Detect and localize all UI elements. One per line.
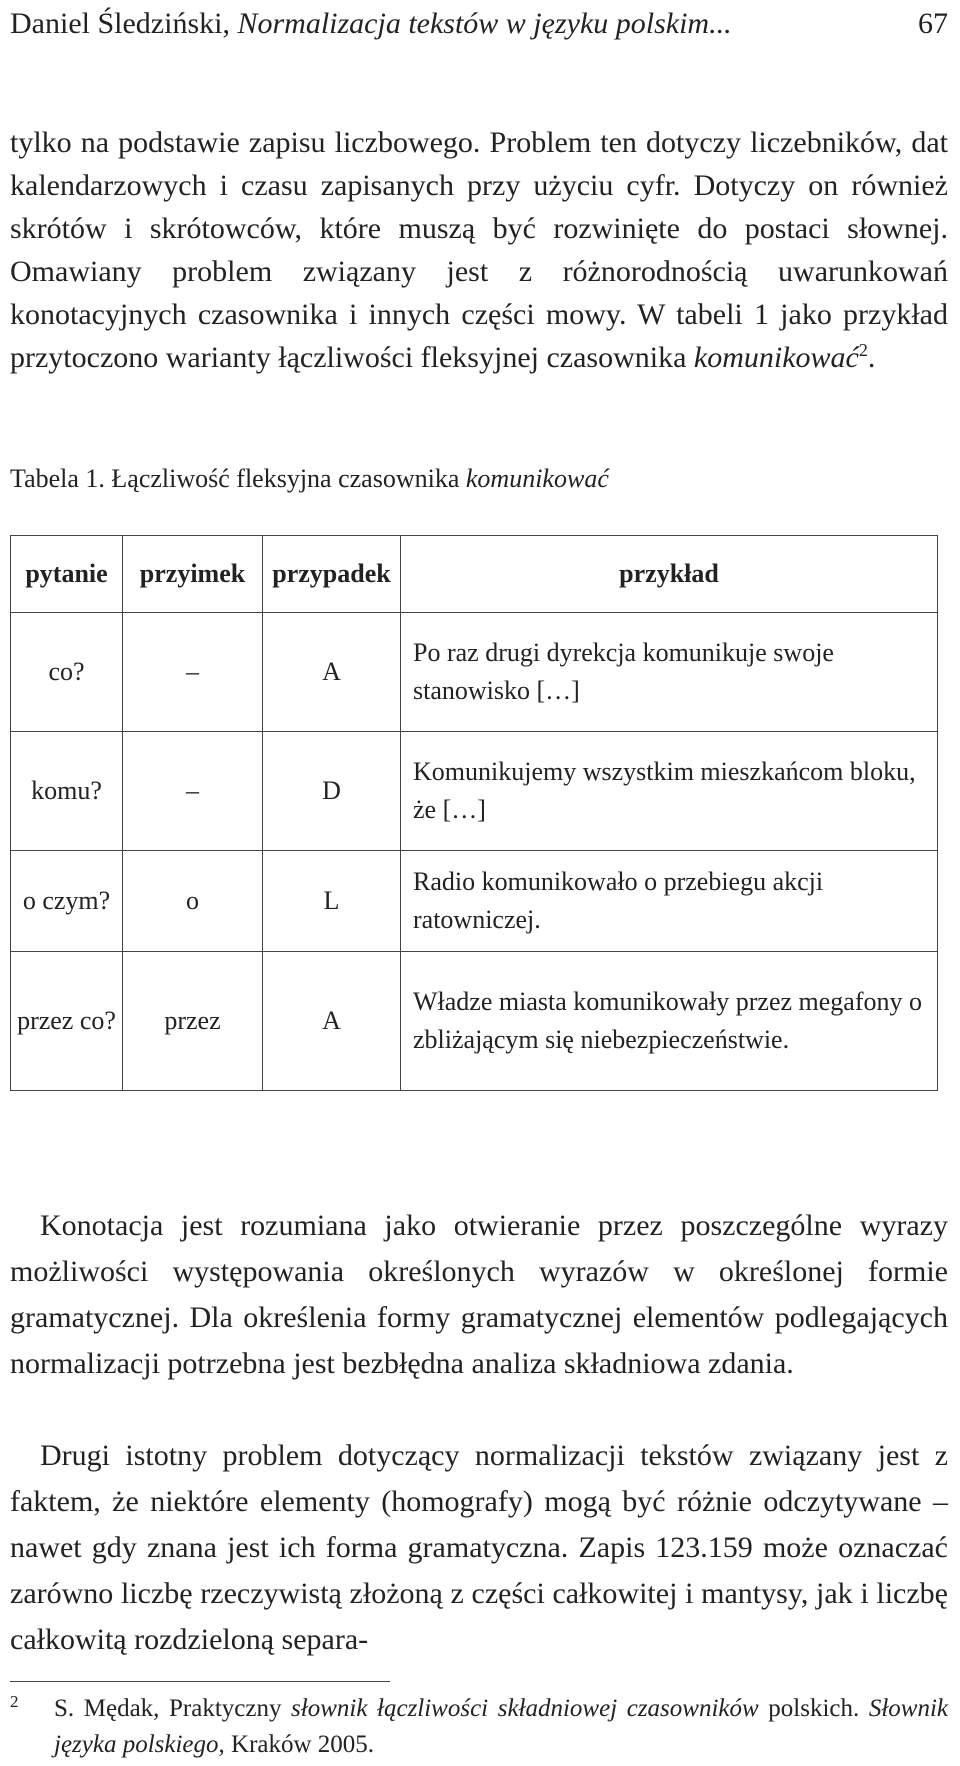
running-header [10,4,948,44]
paragraph-homografy: Drugi istotny problem dotyczący normalizacji tekstów związany jest z faktem, że niektóre elementy (homografy) mogą być różnie odczytywane – nawet gdy znana jest ich forma gramatyczna. Zapis 123.159 może oznaczać zarówno liczbę rzeczywistą złożoną z części całkowitej i mantysy, jak i liczbę całkowitą rozdzieloną separa- [10,1439,948,1656]
footnote-divider [10,1681,390,1682]
cell-pytanie: komu? [11,732,123,851]
cell-przyimek: – [123,613,263,732]
cell-przypadek: A [263,613,401,732]
footnote-ref[interactable]: 2 [858,340,868,360]
header-author: Daniel Śledziński, [10,7,238,40]
paragraph-intro-text: tylko na podstawie zapisu liczbowego. Problem ten dotyczy liczebników, dat kalendarzowych i czasu zapisanych przy użyciu cyfr. Dotyczy on również skrótów i skrótowców, które muszą być rozwinięte do postaci słownej. Omawiany problem związany jest z różnorodnością uwarunkowań konotacyjnych czasownika i innych części mowy. W tabeli 1 jako przykład przytoczono warianty łączliwości fleksyjnej czasownika [10,126,948,374]
cell-pytanie: o czym? [11,851,123,952]
cell-pytanie: przez co? [11,952,123,1091]
table-header-row [11,536,938,613]
table-caption-verb: komunikować [465,464,609,493]
paragraph-intro [10,121,948,379]
cell-przyklad: Komunikujemy wszystkim mieszkańcom bloku, że […] [401,732,938,851]
cell-pytanie: co? [11,613,123,732]
table-row [11,851,938,952]
footnote-mark: 2 [10,1692,19,1711]
header-przyimek: przyimek [123,536,263,613]
cell-przyimek: przez [123,952,263,1091]
footnote-italic: słownik łączliwości składniowej czasowników [291,1695,759,1722]
table-caption [10,461,609,497]
header-title: Normalizacja tekstów w języku polskim... [237,7,732,40]
footnote [10,1691,948,1763]
cell-przypadek: A [263,952,401,1091]
cell-przyimek: – [123,732,263,851]
footnote-italic: Słownik języka polskiego [54,1695,948,1758]
footnote-part: polskich. [758,1695,869,1722]
cell-przyimek: o [123,851,263,952]
table-row [11,732,938,851]
header-przyklad: przykład [401,536,938,613]
page-number: 67 [918,7,948,40]
paragraph-konotacja: Konotacja jest rozumiana jako otwieranie przez poszczególne wyrazy możliwości występowania określonych wyrazów w określonej formie gramatycznej. Dla określenia formy gramatycznej elementów podlegających normalizacji potrzebna jest bezbłędna analiza składniowa zdania. [10,1209,948,1380]
cell-przypadek: L [263,851,401,952]
footnote-text [54,1691,948,1763]
cell-przypadek: D [263,732,401,851]
table-row [11,613,938,732]
table-caption-text: Tabela 1. Łączliwość fleksyjna czasownika [10,464,466,493]
footnote-part: S. Mędak, Praktyczny [54,1695,292,1722]
header-pytanie: pytanie [11,536,123,613]
cell-przyklad: Władze miasta komunikowały przez megafony o zbliżającym się niebezpieczeństwie. [401,952,938,1091]
paragraph-intro-end: . [867,341,876,374]
header-przypadek: przypadek [263,536,401,613]
verb-komunikowac: komunikować [693,341,859,374]
table-row [11,952,938,1091]
footnote-part: , Kraków 2005. [218,1731,375,1758]
connotation-table [10,535,938,1091]
cell-przyklad: Po raz drugi dyrekcja komunikuje swoje stanowisko […] [401,613,938,732]
cell-przyklad: Radio komunikowało o przebiegu akcji ratowniczej. [401,851,938,952]
